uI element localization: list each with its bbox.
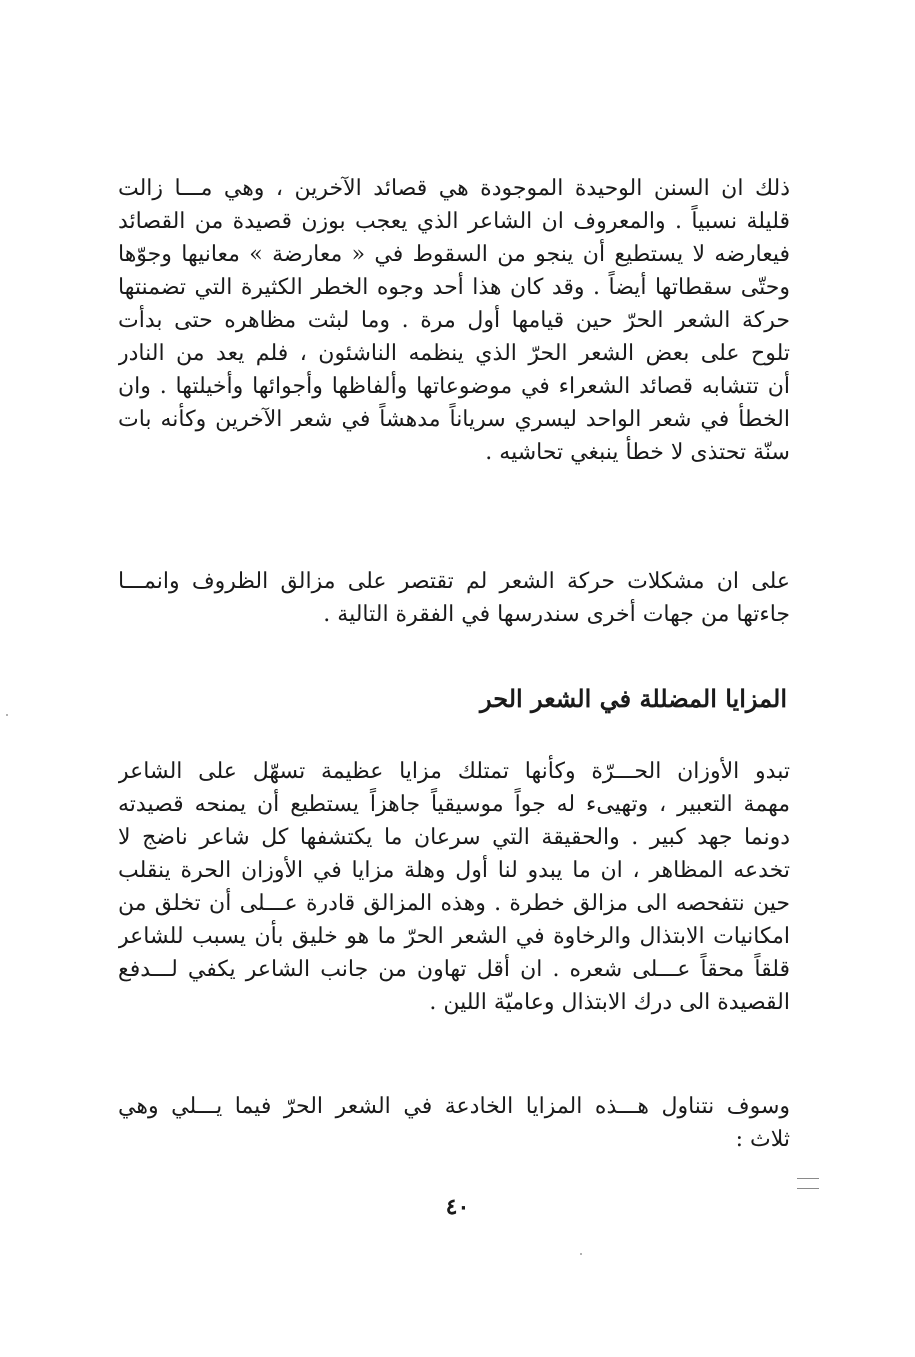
text-line: حركة الشعر الحرّ حين قيامها أول مرة . وما لبثت مظاهره حتى بدأت [118, 308, 790, 333]
text-line: على ان مشكلات حركة الشعر لم تقتصر على مزالق الظروف وانمـــا [118, 569, 790, 594]
scan-speck [6, 714, 8, 716]
text-line: فيعارضه لا يستطيع أن ينجو من السقوط في « معارضة » معانيها وجوّها [118, 242, 790, 267]
paragraph-1 [118, 172, 790, 469]
text-line: تخدعه المظاهر ، ان ما يبدو لنا أول وهلة مزايا في الأوزان الحرة ينقلب [118, 858, 790, 883]
margin-rule [797, 1178, 819, 1179]
margin-rule [797, 1188, 819, 1189]
text-line: الخطأ في شعر الواحد ليسري سرياناً مدهشاً في شعر الآخرين وكأنه بات [118, 407, 790, 432]
section-heading: المزايا المضللة في الشعر الحر [479, 684, 787, 713]
paragraph-4 [118, 1090, 790, 1156]
text-line: امكانيات الابتذال والرخاوة في الشعر الحرّ ما هو خليق بأن يسبب للشاعر [118, 924, 790, 949]
text-line: تبدو الأوزان الحـــرّة وكأنها تمتلك مزايا عظيمة تسهّل على الشاعر [118, 759, 790, 784]
paragraph-2 [118, 565, 790, 631]
text-line: ذلك ان السنن الوحيدة الموجودة هي قصائد الآخرين ، وهي مـــا زالت [118, 176, 790, 201]
text-line: ثلاث : [735, 1127, 790, 1152]
text-line: قليلة نسبياً . والمعروف ان الشاعر الذي يعجب بوزن قصيدة من القصائد [118, 209, 790, 234]
scan-speck [580, 1253, 582, 1255]
text-line: دونما جهد كبير . والحقيقة التي سرعان ما يكتشفها كل شاعر ناضج لا [118, 825, 790, 850]
paragraph-3 [118, 755, 790, 1019]
text-line: القصيدة الى درك الابتذال وعاميّة اللين . [429, 990, 790, 1015]
text-line: قلقاً محقاً عـــلى شعره . ان أقل تهاون من جانب الشاعر يكفي لـــدفع [118, 957, 790, 982]
page-number: ٤٠ [445, 1194, 470, 1220]
text-line: وحتّى سقطاتها أيضاً . وقد كان هذا أحد وجوه الخطر الكثيرة التي تضمنتها [118, 275, 790, 300]
text-line: تلوح على بعض الشعر الحرّ الذي ينظمه الناشئون ، فلم يعد من النادر [118, 341, 790, 366]
text-line: وسوف نتناول هـــذه المزايا الخادعة في الشعر الحرّ فيما يـــلي وهي [118, 1094, 790, 1119]
text-line: حين نتفحصه الى مزالق خطرة . وهذه المزالق قادرة عـــلى أن تخلق من [118, 891, 790, 916]
text-line: سنّة تحتذى لا خطأ ينبغي تحاشيه . [485, 440, 790, 465]
text-line: أن تتشابه قصائد الشعراء في موضوعاتها وألفاظها وأجوائها وأخيلتها . وان [118, 374, 790, 399]
text-line: مهمة التعبير ، وتهيىء له جواً موسيقياً جاهزاً يستطيع أن يمنحه قصيدته [118, 792, 790, 817]
text-line: جاءتها من جهات أخرى سندرسها في الفقرة التالية . [323, 602, 790, 627]
